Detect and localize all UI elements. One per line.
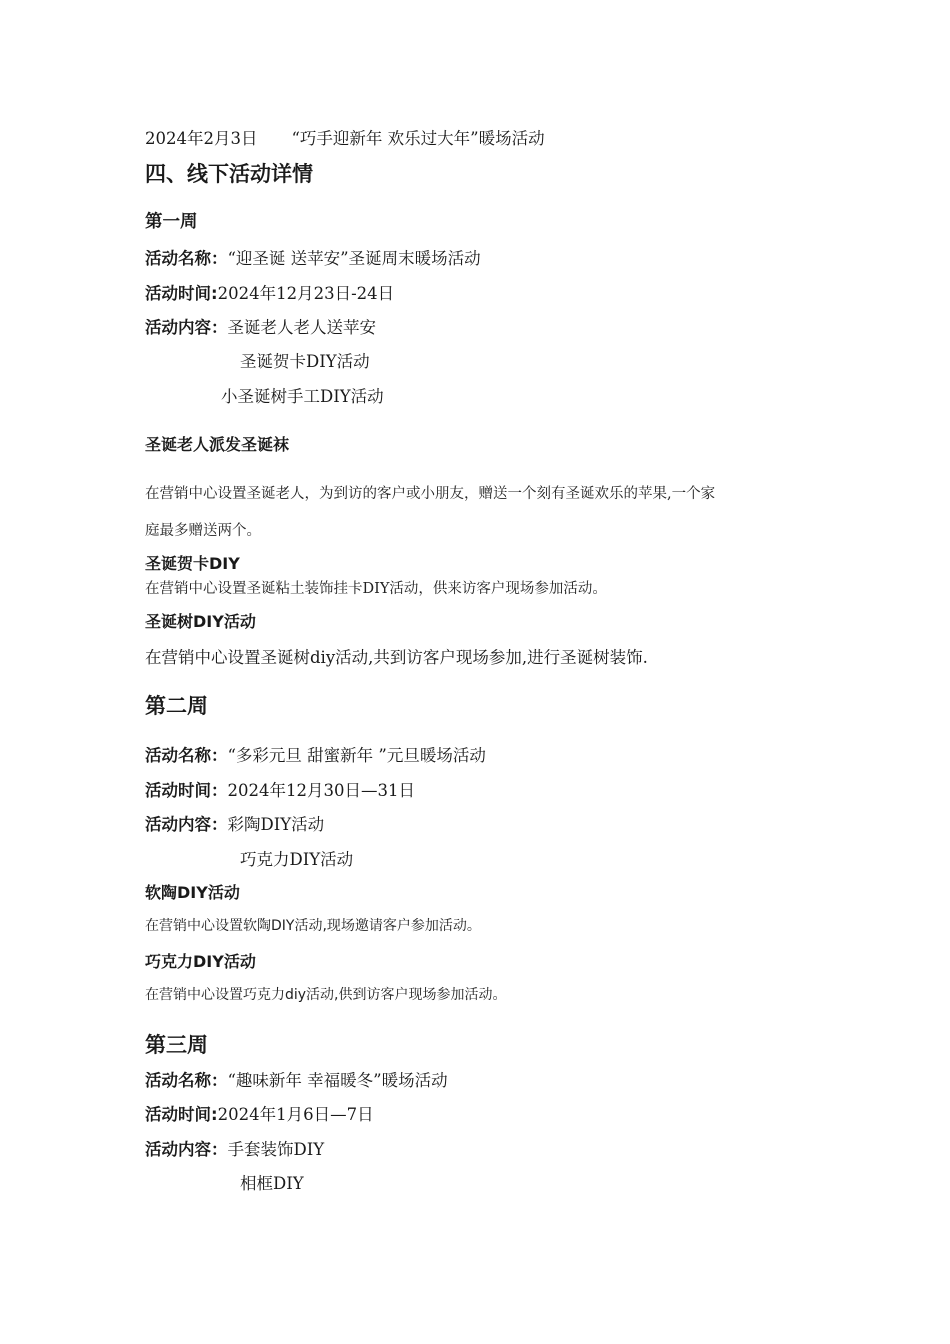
week3-content-item: 相框DIY (240, 1174, 304, 1193)
top-event: “巧手迎新年 欢乐过大年”暖场活动 (291, 129, 545, 148)
week3-name-row (145, 1067, 448, 1091)
week1-content-item: 小圣诞树手工DIY活动 (221, 387, 384, 406)
week3-content-row (145, 1136, 324, 1160)
week2-time: 2024年12月30日—31日 (227, 781, 415, 800)
week1-sub1-title: 圣诞老人派发圣诞袜 (145, 435, 290, 454)
week2-content-label: 活动内容： (145, 815, 228, 834)
week3-name: “趣味新年 幸福暖冬”暖场活动 (227, 1071, 448, 1090)
week2-sub2-title: 巧克力DIY活动 (145, 952, 256, 971)
week1-sub3-text: 在营销中心设置圣诞树diy活动,共到访客户现场参加,进行圣诞树装饰. (145, 648, 648, 667)
week3-title: 第三周 (145, 1033, 208, 1057)
week2-content-item: 彩陶DIY活动 (227, 815, 325, 834)
section-title: 四、线下活动详情 (145, 162, 313, 186)
week1-sub1-text-line2: 庭最多赠送两个。 (145, 523, 261, 539)
week1-time-row (145, 280, 394, 304)
week3-time-row (145, 1101, 374, 1125)
week1-content-item: 圣诞老人老人送苹安 (227, 318, 376, 337)
week2-sub1-text: 在营销中心设置软陶DIY活动,现场邀请客户参加活动。 (145, 918, 481, 934)
top-date: 2024年2月3日 (145, 129, 258, 148)
week2-time-label: 活动时间： (145, 781, 228, 800)
week2-name-label: 活动名称： (145, 746, 228, 765)
week1-content-label: 活动内容： (145, 318, 228, 337)
week1-content-row (145, 314, 376, 338)
week1-name-row (145, 245, 481, 269)
week1-content-item: 圣诞贺卡DIY活动 (240, 352, 370, 371)
week1-sub2-title: 圣诞贺卡DIY (145, 554, 240, 573)
week2-name: “多彩元旦 甜蜜新年 ”元旦暖场活动 (227, 746, 486, 765)
week2-name-row (145, 742, 486, 766)
week2-sub1-title: 软陶DIY活动 (145, 883, 240, 902)
week2-content-row (145, 811, 324, 835)
week2-content-item: 巧克力DIY活动 (240, 850, 354, 869)
week2-sub2-text: 在营销中心设置巧克力diy活动,供到访客户现场参加活动。 (145, 987, 507, 1003)
week3-content-label: 活动内容： (145, 1140, 228, 1159)
week1-time: 2024年12月23日-24日 (217, 284, 395, 303)
week1-sub1-text-line1: 在营销中心设置圣诞老人，为到访的客户或小朋友，赠送一个刻有圣诞欢乐的苹果,一个家 (145, 486, 716, 502)
week1-name-label: 活动名称： (145, 249, 228, 268)
week3-time: 2024年1月6日—7日 (217, 1105, 374, 1124)
week1-name: “迎圣诞 送苹安”圣诞周末暖场活动 (227, 249, 481, 268)
week2-title: 第二周 (145, 694, 208, 718)
week1-sub2-text: 在营销中心设置圣诞粘土装饰挂卡DIY活动，供来访客户现场参加活动。 (145, 581, 607, 597)
week1-time-label: 活动时间: (145, 284, 218, 303)
week1-sub3-title: 圣诞树DIY活动 (145, 612, 256, 631)
top-schedule-line (145, 125, 545, 149)
week3-time-label: 活动时间: (145, 1105, 218, 1124)
week2-time-row (145, 777, 415, 801)
week1-title: 第一周 (145, 212, 198, 232)
week3-content-item: 手套装饰DIY (227, 1140, 325, 1159)
week3-name-label: 活动名称： (145, 1071, 228, 1090)
